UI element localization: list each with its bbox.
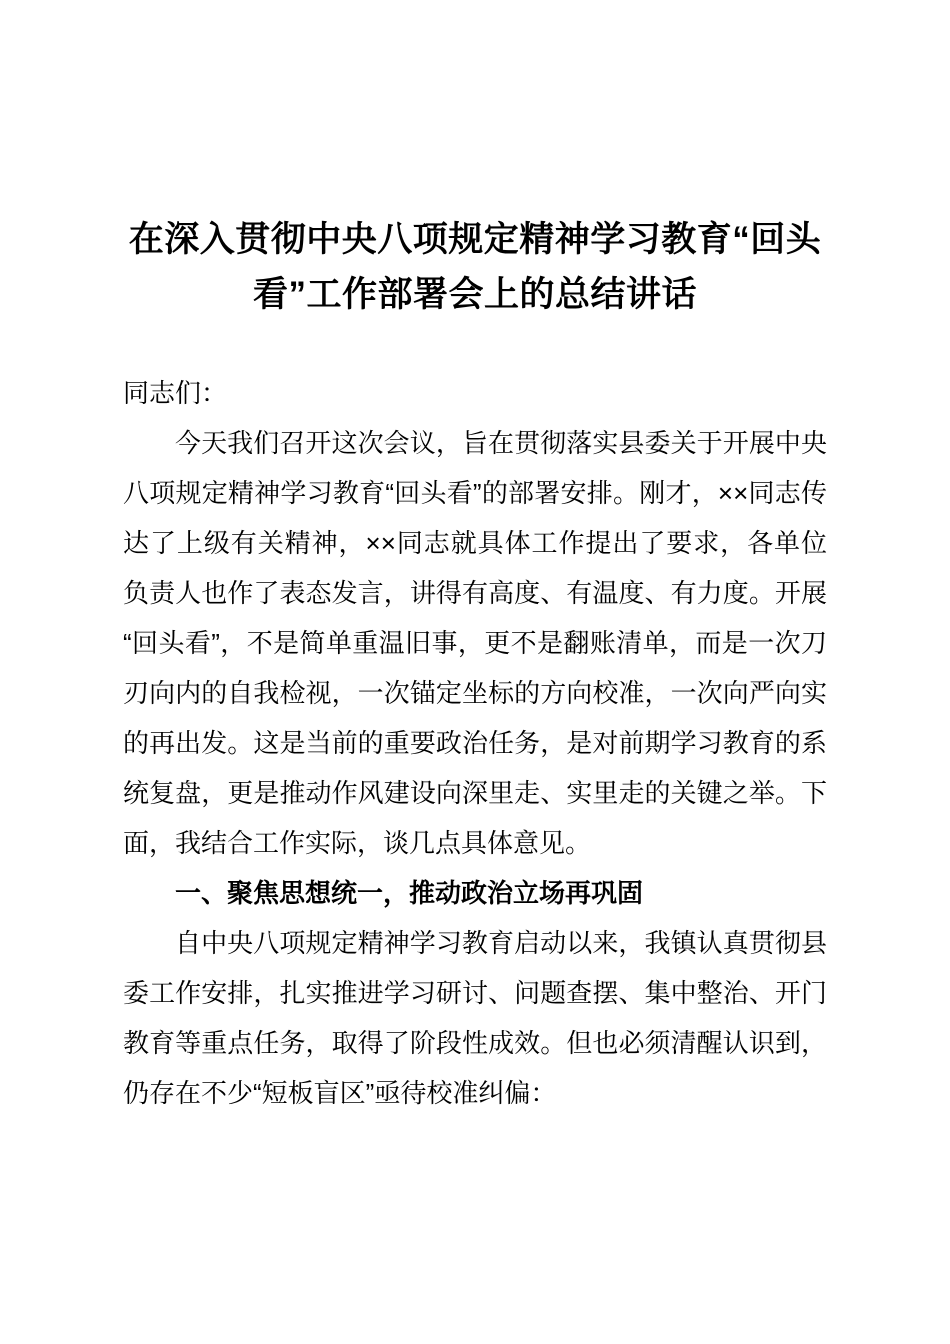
paragraph-salutation: 同志们： [123, 378, 228, 408]
paragraph-opening: 今天我们召开这次会议，旨在贯彻落实县委关于开展中央八项规定精神学习教育“回头看”的部署安排。刚才，××同志传达了上级有关精神，××同志就具体工作提出了要求，各单位负责人也作了表态发言，讲得有高度、有温度、有力度。开展“回头看”，不是简单重温旧事，更不是翻账清单，而是一次刀刃向内的自我检视，一次锚定坐标的方向校准，一次向严向实的再出发。这是当前的重要政治任务，是对前期学习教育的系统复盘，更是推动作风建设向深里走、实里走的关键之举。下面，我结合工作实际，谈几点具体意见。 [123, 428, 827, 858]
document-title: 在深入贯彻中央八项规定精神学习教育“回头看”工作部署会上的总结讲话 [128, 220, 822, 314]
paragraph-section-1-intro: 自中央八项规定精神学习教育启动以来，我镇认真贯彻县委工作安排，扎实推进学习研讨、问题查摆、集中整治、开门教育等重点任务，取得了阶段性成效。但也必须清醒认识到，仍存在不少“短板盲区”亟待校准纠偏： [123, 928, 827, 1108]
section-heading-1: 一、聚焦思想统一，推动政治立场再巩固 [175, 878, 644, 908]
